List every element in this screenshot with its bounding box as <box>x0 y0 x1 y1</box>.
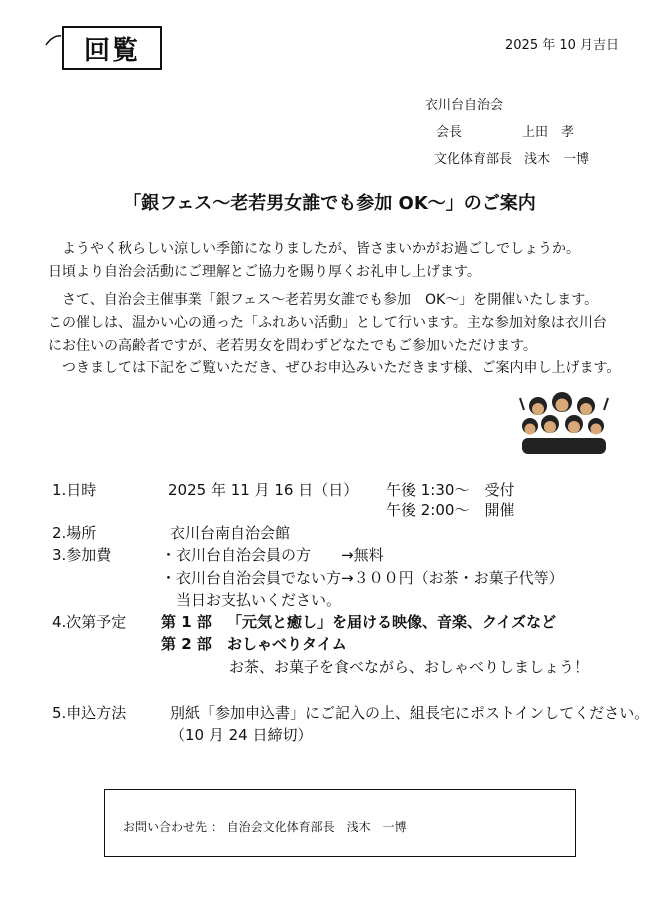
part2-note: お茶、お菓子を食べながら、おしゃべりしましょう！ <box>229 658 590 676</box>
contact-info: お問い合わせ先 ： 自治会文化体育部長 浅木 一博 <box>123 820 407 834</box>
item-label-program: 4.次第予定 <box>52 613 127 631</box>
part2-label: 第 2 部 <box>161 635 212 653</box>
event-date: 2025 年 11 月 16 日（日） <box>168 481 359 499</box>
chair-title: 会長 <box>436 125 463 140</box>
item-label-apply: 5.申込方法 <box>52 704 127 722</box>
apply-deadline: （10 月 24 日締切） <box>170 726 313 744</box>
body-line: 日頃より自治会活動にご理解とご協力を賜り厚くお礼申し上げます。 <box>48 264 481 280</box>
body-line: ようやく秋らしい涼しい季節になりましたが、皆さまいかがお過ごしでしょうか。 <box>48 241 580 257</box>
dept-name: 浅木 一博 <box>524 152 590 167</box>
group-people-illustration <box>518 390 610 454</box>
part1-label: 第 1 部 <box>161 613 212 631</box>
part1-text: 「元気と癒し」を届ける映像、音楽、クイズなど <box>227 613 557 631</box>
reception-time: 午後 1:30～ 受付 <box>386 481 515 499</box>
part2-text: おしゃべりタイム <box>227 635 347 653</box>
start-time: 午後 2:00～ 開催 <box>386 501 515 519</box>
fee-members: ・衣川台自治会員の方 →無料 <box>161 546 384 564</box>
body-line: つきましては下記をご覧いただき、ぜひお申込みいただきます様、ご案内申し上げます。 <box>48 360 621 376</box>
sender-org: 衣川台自治会 <box>425 98 504 113</box>
item-label-datetime: 1.日時 <box>52 481 97 499</box>
body-line: にお住いの高齢者ですが、老若男女を問わずどなたでもご参加いただけます。 <box>48 338 537 354</box>
apply-instruction: 別紙「参加申込書」にご記入の上、組長宅にポストインしてください。 <box>170 704 650 722</box>
corner-mark-icon <box>44 33 62 47</box>
item-label-place: 2.場所 <box>52 524 97 542</box>
page-title: 「銀フェス～老若男女誰でも参加 OK～」のご案内 <box>123 193 536 214</box>
body-line: この催しは、温かい心の通った「ふれあい活動」として行います。主な参加対象は衣川台 <box>48 315 607 331</box>
body-line: さて、自治会主催事業「銀フェス～老若男女誰でも参加 OK～」を開催いたします。 <box>48 292 599 308</box>
item-label-fee: 3.参加費 <box>52 546 112 564</box>
fee-nonmembers: ・衣川台自治会員でない方→３００円（お茶・お菓子代等） <box>161 569 564 587</box>
issue-date: 2025 年 10 月吉日 <box>505 38 620 53</box>
dept-title: 文化体育部長 <box>434 152 513 167</box>
fee-note: 当日お支払いください。 <box>176 591 342 609</box>
chair-name: 上田 孝 <box>522 125 575 140</box>
event-place: 衣川台南自治会館 <box>170 524 291 542</box>
kairan-label: 回覧 <box>62 26 162 70</box>
